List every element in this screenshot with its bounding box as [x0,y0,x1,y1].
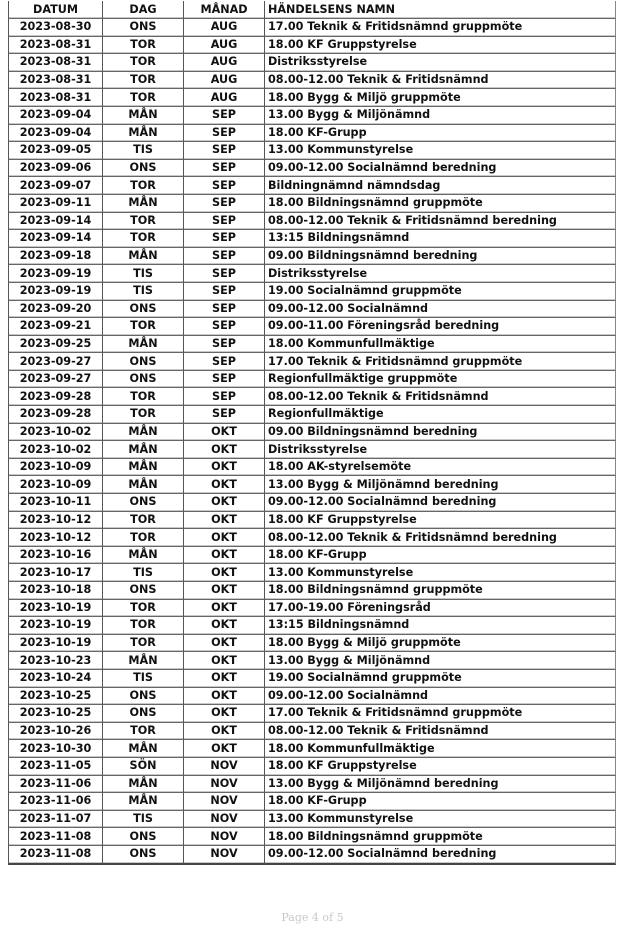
table-row [8,265,616,283]
cell-event-name: 17.00 Teknik & Fritidsnämnd gruppmöte [265,19,616,37]
cell-month: OKT [184,441,265,459]
header-row [8,1,616,19]
cell-date: 2023-09-25 [8,336,103,354]
cell-day: ONS [103,688,184,706]
cell-month: OKT [184,688,265,706]
table-row [8,301,616,319]
cell-event-name: 19.00 Socialnämnd gruppmöte [265,283,616,301]
cell-date: 2023-10-30 [8,740,103,758]
cell-date: 2023-10-23 [8,652,103,670]
cell-date: 2023-10-25 [8,688,103,706]
cell-month: OKT [184,424,265,442]
cell-event-name: Distriksstyrelse [265,441,616,459]
cell-date: 2023-10-18 [8,582,103,600]
cell-event-name: 18.00 KF Gruppstyrelse [265,512,616,530]
table-row [8,388,616,406]
cell-event-name: 08.00-12.00 Teknik & Fritidsnämnd [265,72,616,90]
cell-date: 2023-09-28 [8,388,103,406]
cell-day: MÅN [103,336,184,354]
table-row [8,600,616,618]
schedule-body [8,19,616,865]
cell-day: MÅN [103,248,184,266]
cell-event-name: 13:15 Bildningsnämnd [265,230,616,248]
cell-event-name: 17.00-19.00 Föreningsråd [265,600,616,618]
cell-event-name: 09.00-12.00 Socialnämnd [265,301,616,319]
table-row [8,476,616,494]
cell-event-name: 18.00 Bildningsnämnd gruppmöte [265,828,616,846]
cell-event-name: 09.00-12.00 Socialnämnd beredning [265,160,616,178]
table-row [8,142,616,160]
cell-day: TOR [103,600,184,618]
cell-event-name: 18.00 Bildningsnämnd gruppmöte [265,195,616,213]
cell-month: NOV [184,846,265,865]
table-row [8,688,616,706]
cell-event-name: 18.00 Bildningsnämnd gruppmöte [265,582,616,600]
cell-day: TIS [103,670,184,688]
cell-day: TIS [103,564,184,582]
cell-day: ONS [103,582,184,600]
table-row [8,19,616,37]
cell-date: 2023-09-04 [8,107,103,125]
cell-month: OKT [184,564,265,582]
cell-month: SEP [184,230,265,248]
cell-date: 2023-10-09 [8,476,103,494]
cell-day: TOR [103,635,184,653]
table-row [8,54,616,72]
cell-day: ONS [103,301,184,319]
cell-date: 2023-10-16 [8,547,103,565]
cell-date: 2023-10-09 [8,459,103,477]
cell-event-name: 13.00 Kommunstyrelse [265,142,616,160]
cell-day: MÅN [103,441,184,459]
cell-event-name: Bildningnämnd nämndsdag [265,177,616,195]
cell-day: MÅN [103,107,184,125]
table-row [8,740,616,758]
cell-day: ONS [103,828,184,846]
cell-month: SEP [184,142,265,160]
cell-date: 2023-09-06 [8,160,103,178]
cell-month: OKT [184,705,265,723]
cell-date: 2023-09-07 [8,177,103,195]
cell-month: OKT [184,512,265,530]
table-row [8,125,616,143]
cell-date: 2023-10-02 [8,424,103,442]
table-row [8,617,616,635]
cell-date: 2023-09-19 [8,283,103,301]
cell-day: TOR [103,406,184,424]
cell-date: 2023-08-30 [8,19,103,37]
cell-event-name: 18.00 Kommunfullmäktige [265,336,616,354]
cell-event-name: 13.00 Bygg & Miljönämnd beredning [265,776,616,794]
cell-month: SEP [184,371,265,389]
cell-event-name: 17.00 Teknik & Fritidsnämnd gruppmöte [265,705,616,723]
cell-event-name: 09.00 Bildningsnämnd beredning [265,424,616,442]
cell-day: TOR [103,388,184,406]
cell-month: OKT [184,529,265,547]
cell-date: 2023-10-02 [8,441,103,459]
cell-event-name: 09.00-12.00 Socialnämnd beredning [265,846,616,865]
cell-event-name: 18.00 KF-Grupp [265,793,616,811]
cell-month: NOV [184,776,265,794]
cell-day: ONS [103,494,184,512]
table-row [8,353,616,371]
cell-event-name: 19.00 Socialnämnd gruppmöte [265,670,616,688]
schedule-table [8,1,616,865]
cell-date: 2023-08-31 [8,89,103,107]
cell-date: 2023-08-31 [8,37,103,55]
cell-day: MÅN [103,793,184,811]
cell-day: MÅN [103,776,184,794]
cell-month: NOV [184,828,265,846]
cell-month: AUG [184,54,265,72]
cell-date: 2023-09-19 [8,265,103,283]
cell-date: 2023-10-12 [8,512,103,530]
cell-month: OKT [184,723,265,741]
cell-month: SEP [184,301,265,319]
table-row [8,89,616,107]
cell-date: 2023-09-18 [8,248,103,266]
cell-date: 2023-09-21 [8,318,103,336]
table-row [8,793,616,811]
cell-event-name: 08.00-12.00 Teknik & Fritidsnämnd beredning [265,529,616,547]
cell-event-name: 09.00-11.00 Föreningsråd beredning [265,318,616,336]
cell-event-name: 18.00 AK-styrelsemöte [265,459,616,477]
cell-date: 2023-11-06 [8,793,103,811]
cell-day: MÅN [103,547,184,565]
cell-date: 2023-10-25 [8,705,103,723]
cell-day: ONS [103,19,184,37]
cell-date: 2023-09-14 [8,213,103,231]
cell-day: TIS [103,283,184,301]
cell-day: TOR [103,213,184,231]
cell-day: ONS [103,353,184,371]
cell-event-name: 13:15 Bildningsnämnd [265,617,616,635]
column-header-month: MÅNAD [184,1,265,19]
cell-date: 2023-09-27 [8,371,103,389]
table-row [8,248,616,266]
cell-month: OKT [184,652,265,670]
table-row [8,494,616,512]
table-row [8,72,616,90]
cell-date: 2023-09-27 [8,353,103,371]
cell-date: 2023-10-11 [8,494,103,512]
cell-month: SEP [184,195,265,213]
cell-event-name: 18.00 KF-Grupp [265,547,616,565]
cell-day: MÅN [103,195,184,213]
cell-month: SEP [184,160,265,178]
cell-day: TOR [103,529,184,547]
cell-event-name: 08.00-12.00 Teknik & Fritidsnämnd beredning [265,213,616,231]
cell-event-name: 17.00 Teknik & Fritidsnämnd gruppmöte [265,353,616,371]
table-row [8,811,616,829]
cell-date: 2023-09-14 [8,230,103,248]
column-header-day: DAG [103,1,184,19]
table-row [8,213,616,231]
table-row [8,758,616,776]
cell-date: 2023-08-31 [8,72,103,90]
cell-month: OKT [184,476,265,494]
cell-event-name: 13.00 Bygg & Miljönämnd beredning [265,476,616,494]
cell-month: SEP [184,336,265,354]
cell-day: TOR [103,617,184,635]
cell-month: AUG [184,19,265,37]
table-row [8,37,616,55]
table-row [8,776,616,794]
cell-day: MÅN [103,424,184,442]
table-row [8,564,616,582]
cell-date: 2023-11-08 [8,846,103,865]
table-row [8,529,616,547]
cell-day: ONS [103,705,184,723]
cell-event-name: 09.00 Bildningsnämnd beredning [265,248,616,266]
table-row [8,846,616,865]
table-row [8,160,616,178]
cell-month: SEP [184,318,265,336]
column-header-date: DATUM [8,1,103,19]
cell-month: OKT [184,617,265,635]
cell-month: SEP [184,388,265,406]
cell-event-name: 18.00 KF Gruppstyrelse [265,758,616,776]
cell-event-name: 18.00 KF Gruppstyrelse [265,37,616,55]
cell-day: TOR [103,318,184,336]
cell-event-name: 18.00 Bygg & Miljö gruppmöte [265,89,616,107]
table-row [8,424,616,442]
cell-day: TOR [103,723,184,741]
table-row [8,441,616,459]
cell-event-name: 08.00-12.00 Teknik & Fritidsnämnd [265,723,616,741]
cell-date: 2023-09-04 [8,125,103,143]
table-row [8,283,616,301]
cell-month: SEP [184,265,265,283]
cell-day: MÅN [103,125,184,143]
cell-event-name: Distriksstyrelse [265,54,616,72]
cell-event-name: 18.00 KF-Grupp [265,125,616,143]
table-row [8,547,616,565]
cell-event-name: Distriksstyrelse [265,265,616,283]
cell-date: 2023-10-17 [8,564,103,582]
cell-day: TOR [103,512,184,530]
table-row [8,652,616,670]
cell-event-name: 13.00 Kommunstyrelse [265,564,616,582]
table-row [8,459,616,477]
cell-month: SEP [184,248,265,266]
cell-month: AUG [184,89,265,107]
cell-day: TOR [103,37,184,55]
table-row [8,723,616,741]
cell-date: 2023-10-26 [8,723,103,741]
cell-month: SEP [184,125,265,143]
cell-date: 2023-10-12 [8,529,103,547]
cell-event-name: 08.00-12.00 Teknik & Fritidsnämnd [265,388,616,406]
table-row [8,177,616,195]
cell-date: 2023-09-11 [8,195,103,213]
cell-date: 2023-10-24 [8,670,103,688]
cell-date: 2023-09-05 [8,142,103,160]
cell-month: OKT [184,635,265,653]
table-row [8,107,616,125]
cell-day: TOR [103,177,184,195]
cell-month: OKT [184,740,265,758]
cell-month: AUG [184,72,265,90]
cell-month: NOV [184,793,265,811]
cell-date: 2023-10-19 [8,617,103,635]
cell-month: SEP [184,177,265,195]
cell-event-name: 09.00-12.00 Socialnämnd beredning [265,494,616,512]
table-row [8,512,616,530]
page-number: Page 4 of 5 [281,911,344,924]
cell-date: 2023-11-07 [8,811,103,829]
cell-event-name: Regionfullmäktige gruppmöte [265,371,616,389]
cell-day: MÅN [103,476,184,494]
cell-day: TOR [103,72,184,90]
table-row [8,635,616,653]
cell-day: TOR [103,230,184,248]
cell-day: TIS [103,142,184,160]
table-row [8,230,616,248]
cell-day: MÅN [103,740,184,758]
cell-month: SEP [184,353,265,371]
cell-day: ONS [103,846,184,865]
cell-month: NOV [184,811,265,829]
cell-date: 2023-11-05 [8,758,103,776]
cell-day: TIS [103,811,184,829]
cell-month: NOV [184,758,265,776]
cell-day: TOR [103,89,184,107]
cell-date: 2023-09-28 [8,406,103,424]
cell-event-name: 18.00 Kommunfullmäktige [265,740,616,758]
cell-date: 2023-11-06 [8,776,103,794]
cell-day: SÖN [103,758,184,776]
column-header-event-name: HÄNDELSENS NAMN [265,1,616,19]
cell-event-name: 13.00 Bygg & Miljönämnd [265,107,616,125]
cell-event-name: 09.00-12.00 Socialnämnd [265,688,616,706]
cell-date: 2023-10-19 [8,635,103,653]
table-row [8,670,616,688]
table-row [8,828,616,846]
cell-month: OKT [184,582,265,600]
cell-day: MÅN [103,652,184,670]
cell-date: 2023-10-19 [8,600,103,618]
cell-date: 2023-09-20 [8,301,103,319]
cell-month: SEP [184,283,265,301]
table-row [8,371,616,389]
cell-month: AUG [184,37,265,55]
cell-day: TIS [103,265,184,283]
cell-date: 2023-11-08 [8,828,103,846]
cell-month: SEP [184,406,265,424]
table-row [8,582,616,600]
cell-month: OKT [184,547,265,565]
cell-event-name: 13.00 Bygg & Miljönämnd [265,652,616,670]
cell-month: OKT [184,670,265,688]
cell-day: ONS [103,160,184,178]
table-row [8,705,616,723]
cell-month: SEP [184,213,265,231]
table-row [8,318,616,336]
cell-day: TOR [103,54,184,72]
cell-event-name: 13.00 Kommunstyrelse [265,811,616,829]
table-row [8,195,616,213]
cell-day: ONS [103,371,184,389]
cell-month: OKT [184,494,265,512]
cell-month: OKT [184,459,265,477]
cell-event-name: 18.00 Bygg & Miljö gruppmöte [265,635,616,653]
cell-month: SEP [184,107,265,125]
table-row [8,336,616,354]
cell-event-name: Regionfullmäktige [265,406,616,424]
table-row [8,406,616,424]
cell-month: OKT [184,600,265,618]
cell-day: MÅN [103,459,184,477]
cell-date: 2023-08-31 [8,54,103,72]
